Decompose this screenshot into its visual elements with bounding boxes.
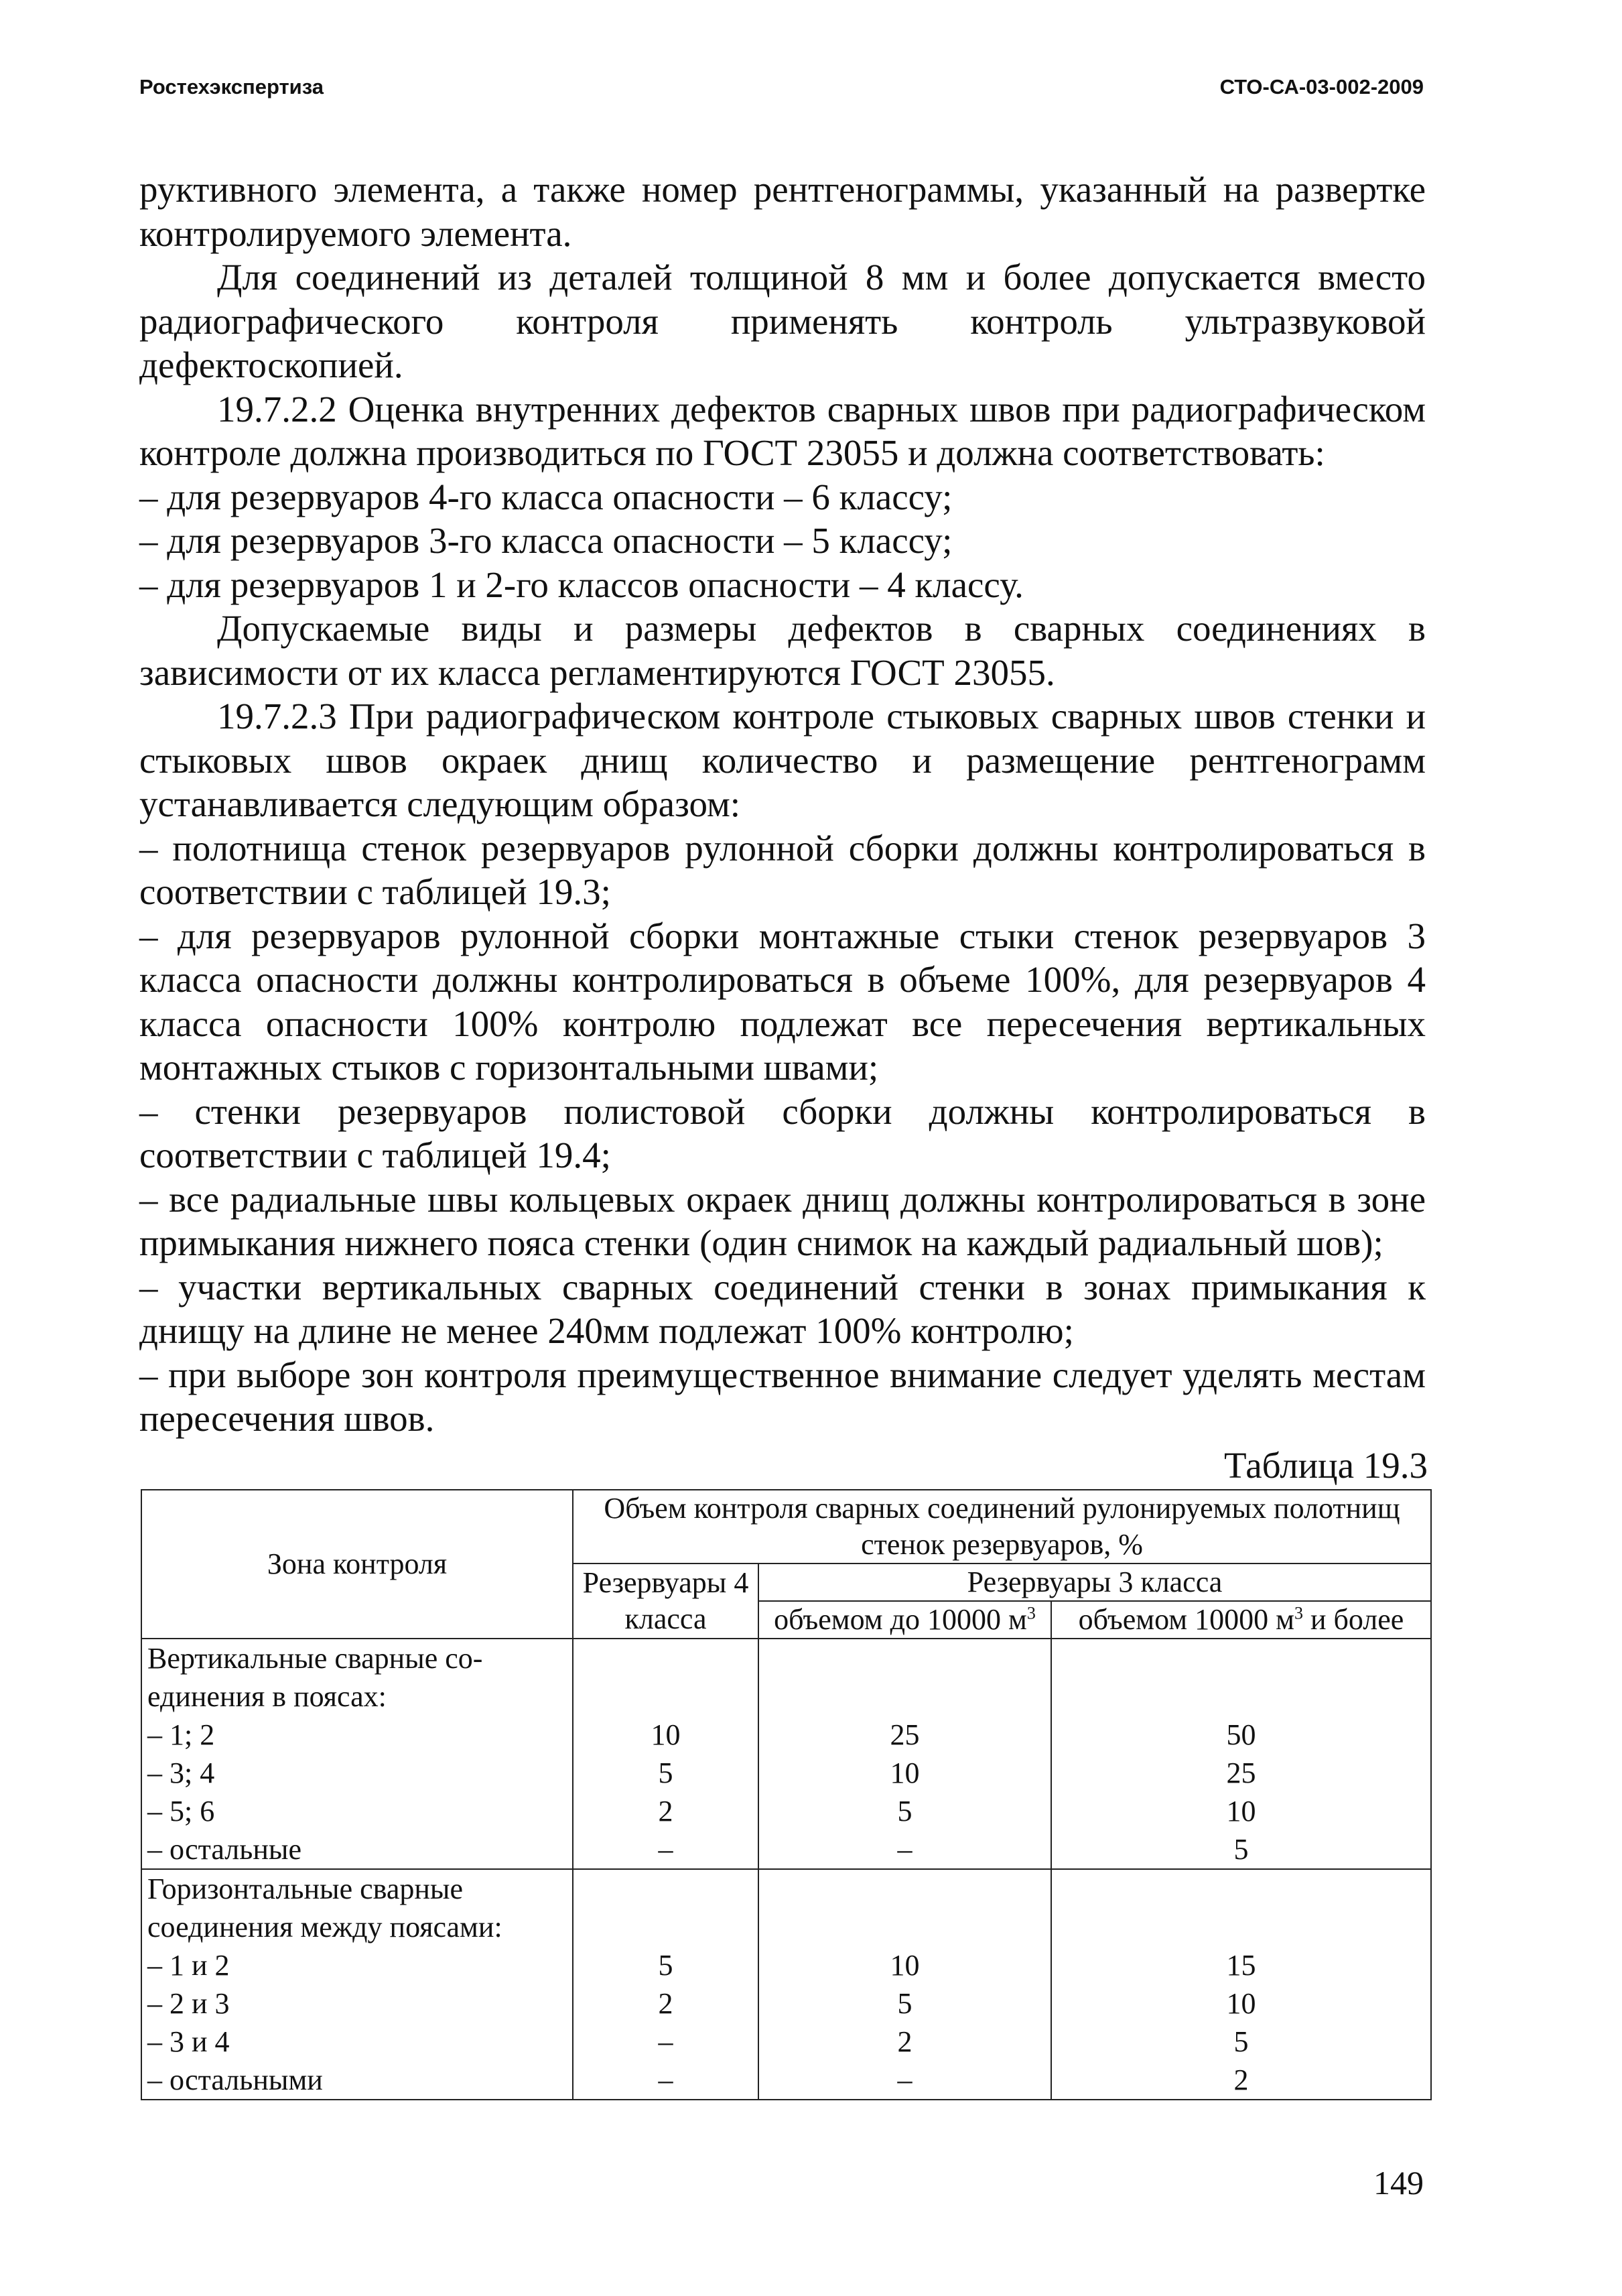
paragraph: 19.7.2.2 Оценка внутренних дефектов сварных швов при радиографическом контроле должна производиться по ГОСТ 23055 и должна соответствовать: — [139, 388, 1426, 473]
paragraph: 19.7.2.3 При радиографическом контроле стыковых сварных швов стенки и стыковых швов окраек днищ количество и размещение рентгенограмм устанавливается следующим образом: — [139, 696, 1426, 824]
group-horizontal-class3-large — [1051, 1869, 1431, 2100]
group-title: единения в поясах: — [147, 1680, 387, 1713]
table-caption: Таблица 19.3 — [1224, 1445, 1428, 1486]
header-document-code: СТО-СА-03-002-2009 — [1219, 75, 1424, 99]
cell-value: 10 — [651, 1718, 681, 1751]
cell-value: 10 — [1226, 1987, 1256, 2020]
list-item: – полотнища стенок резервуаров рулонной сборки должны контролироваться в соответствии с таблицей 19.3; — [139, 827, 1426, 912]
list-item: – для резервуаров 4-го класса опасности – 6 классу; — [139, 476, 953, 517]
row-label: – 5; 6 — [147, 1795, 215, 1828]
cell-value: 10 — [890, 1949, 920, 1982]
cell-value: 2 — [658, 1795, 673, 1828]
cell-value: – — [897, 1833, 913, 1866]
header-zone: Зона контроля — [141, 1490, 573, 1639]
row-label: – 3; 4 — [147, 1757, 215, 1789]
cell-value: – — [658, 2063, 673, 2096]
group-horizontal-labels — [141, 1869, 573, 2100]
page-header — [139, 75, 1424, 109]
row-label: – остальными — [147, 2063, 323, 2096]
header-class4: Резервуары 4 класса — [573, 1564, 758, 1639]
cell-value: 5 — [658, 1949, 673, 1982]
cell-value: – — [897, 2063, 913, 2096]
group-vertical-class4 — [573, 1639, 758, 1869]
list-item: – для резервуаров 1 и 2-го классов опасности – 4 классу. — [139, 564, 1024, 605]
group-vertical-class3-large — [1051, 1639, 1431, 1869]
cell-value: – — [658, 2025, 673, 2058]
cell-value: 25 — [1226, 1757, 1256, 1789]
list-item: – участки вертикальных сварных соединений стенки в зонах примыкания к днищу на длине не менее 240мм подлежат 100% контролю; — [139, 1266, 1426, 1351]
cell-value: 10 — [1226, 1795, 1256, 1828]
cell-value: 2 — [658, 1987, 673, 2020]
list-item: – все радиальные швы кольцевых окраек днищ должны контролироваться в зоне примыкания нижнего пояса стенки (один снимок на каждый радиальный шов); — [139, 1178, 1426, 1263]
header-volume: Объем контроля сварных соединений рулонируемых полотнищ стенок резервуаров, % — [573, 1490, 1431, 1564]
list-item: – для резервуаров рулонной сборки монтажные стыки стенок резервуаров 3 класса опасности должны контролироваться в объеме 100%, для резервуаров 4 класса опасности 100% контролю подлежат все пересечения вертикальных монтажных стыков с горизонтальными швами; — [139, 915, 1426, 1088]
page-number: 149 — [1373, 2164, 1424, 2202]
paragraph: Допускаемые виды и размеры дефектов в сварных соединениях в зависимости от их класса регламентируются ГОСТ 23055. — [139, 608, 1426, 693]
header-volume-large: объемом 10000 $м^3$ и более — [1051, 1601, 1431, 1639]
body-text — [139, 168, 1426, 1441]
cell-value: – — [658, 1833, 673, 1866]
table-group-horizontal — [141, 1869, 1431, 2100]
cell-value: 2 — [897, 2025, 913, 2058]
cell-value: 2 — [1233, 2063, 1249, 2096]
cell-value: 10 — [890, 1757, 920, 1789]
row-label: – 1; 2 — [147, 1718, 215, 1751]
group-horizontal-class3-small — [758, 1869, 1051, 2100]
paragraph: Для соединений из деталей толщиной 8 мм и более допускается вместо радиографического контроля применять контроль ультразвуковой дефектоскопией. — [139, 257, 1426, 385]
cell-value: 5 — [897, 1795, 913, 1828]
row-label: – 1 и 2 — [147, 1949, 230, 1982]
cell-value: 5 — [897, 1987, 913, 2020]
group-horizontal-class4 — [573, 1869, 758, 2100]
cell-value: 50 — [1226, 1718, 1256, 1751]
list-item: – стенки резервуаров полистовой сборки должны контролироваться в соответствии с таблицей 19.4; — [139, 1090, 1426, 1175]
header-class3: Резервуары 3 класса — [758, 1564, 1431, 1601]
group-title: Горизонтальные сварные — [147, 1872, 464, 1905]
list-item: – для резервуаров 3-го класса опасности – 5 классу; — [139, 520, 953, 561]
group-vertical-class3-small — [758, 1639, 1051, 1869]
row-label: – 2 и 3 — [147, 1987, 230, 2020]
header-organization: Ростехэкспертиза — [139, 75, 324, 99]
group-title: Вертикальные сварные со- — [147, 1642, 483, 1675]
cell-value: 15 — [1226, 1949, 1256, 1982]
table-header-row — [141, 1490, 1431, 1564]
row-label: – 3 и 4 — [147, 2025, 230, 2058]
cell-value: 25 — [890, 1718, 920, 1751]
table-group-vertical — [141, 1639, 1431, 1869]
group-vertical-labels — [141, 1639, 573, 1869]
control-volume-table — [141, 1489, 1432, 2100]
list-item: – при выборе зон контроля преимущественное внимание следует уделять местам пересечения швов. — [139, 1354, 1426, 1439]
row-label: – остальные — [147, 1833, 301, 1866]
cell-value: 5 — [1233, 1833, 1249, 1866]
cell-value: 5 — [1233, 2025, 1249, 2058]
header-volume-small: объемом до 10000 $м^3$ — [758, 1601, 1051, 1639]
paragraph: руктивного элемента, а также номер рентгенограммы, указанный на развертке контролируемого элемента. — [139, 169, 1426, 254]
cell-value: 5 — [658, 1757, 673, 1789]
group-title: соединения между поясами: — [147, 1911, 502, 1943]
